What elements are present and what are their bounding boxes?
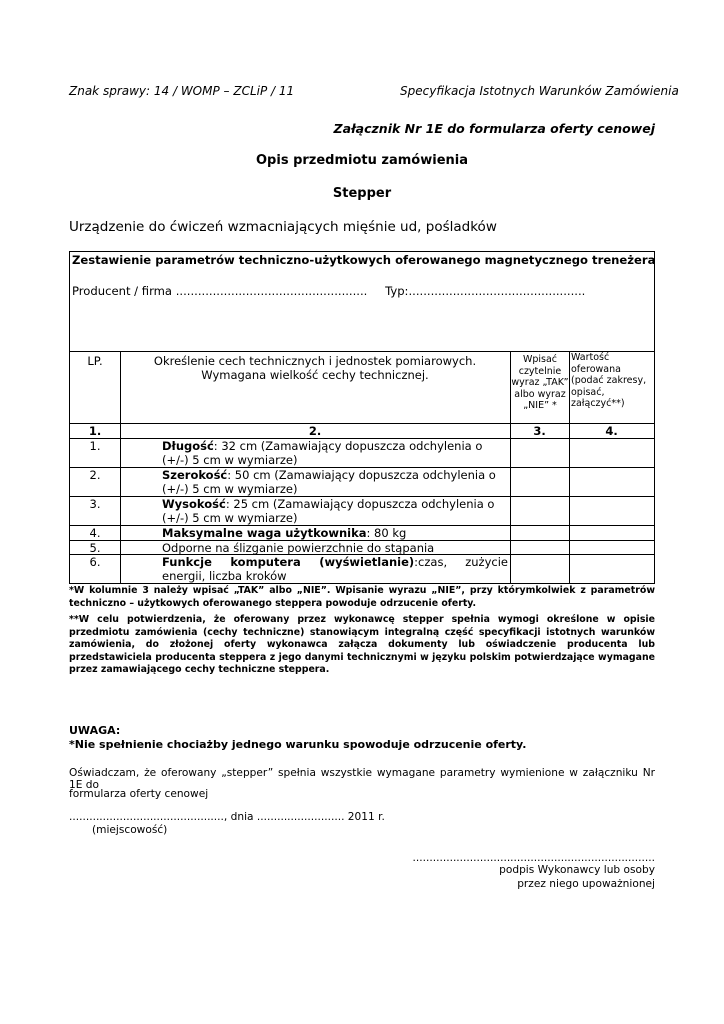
parameters-table: [69, 251, 655, 584]
table-row: Maksymalne waga użytkownika: 80 kg: [162, 526, 407, 540]
type-field: Typ:................................................: [385, 284, 586, 298]
table-row: Odporne na ślizganie powierzchnie do stąpania: [162, 541, 435, 555]
description-header: Określenie cech technicznych i jednostek pomiarowych. Wymagana wielkość cechy technicznej.: [153, 354, 477, 382]
warning-text: *Nie spełnienie chociażby jednego warunku spowoduje odrzucenie oferty.: [69, 738, 527, 751]
statement-line-2: formularza oferty cenowej: [69, 788, 209, 800]
attachment-title: Załącznik Nr 1E do formularza oferty cenowej: [333, 121, 655, 136]
device-description: Urządzenie do ćwiczeń wzmacniających mięśnie ud, pośladków: [69, 219, 497, 235]
case-number: Znak sprawy: 14 / WOMP – ZCLiP / 11: [69, 84, 295, 98]
signature-line: ........................................................................: [412, 852, 655, 864]
col-number-3: 3.: [533, 424, 546, 438]
page-subtitle: Stepper: [332, 186, 392, 201]
row-lp: 1.: [89, 439, 101, 453]
table-title: Zestawienie parametrów techniczno-użytkowych oferowanego magnetycznego treneżera: [72, 253, 656, 267]
col-number-2: 2.: [308, 424, 322, 438]
signature-label-1: podpis Wykonawcy lub osoby: [499, 864, 655, 876]
col4-header: Wartość oferowana (podać zakresy, opisać, załączyć**): [571, 352, 647, 409]
table-row: Szerokość: 50 cm (Zamawiający dopuszcza odchylenia o (+/-) 5 cm w wymiarze): [162, 468, 496, 496]
page-title: Opis przedmiotu zamówienia: [256, 153, 468, 168]
col-number-4: 4.: [605, 424, 618, 438]
lp-header: LP.: [87, 354, 103, 368]
place-date-line: .............................................., dnia .......................... 2011 r.: [69, 811, 385, 823]
row-lp: 2.: [89, 468, 101, 482]
note-confirmation: **W celu potwierdzenia, że oferowany przez wykonawcę stepper spełnia wymogi określone w opisie przedmiotu zamówienia (cechy techniczne) stanowiącym integralną część specyfikacji istotnych warunków zamówienia, do złożonej oferty wykonawca załącza dokumenty lub oświadczenie producenta lub przedstawiciela producenta steppera z jego danymi technicznymi w języku polskim potwierdzające wymagane przez zamawiającego cechy techniczne steppera.: [69, 614, 655, 675]
row-lp: 5.: [89, 541, 101, 555]
note-tak-nie: *W kolumnie 3 należy wpisać „TAK” albo „NIE”. Wpisanie wyrazu „NIE”, przy którymkolwiek z parametrów techniczno – użytkowych oferowanego steppera powoduje odrzucenie oferty.: [69, 585, 655, 609]
table-row: Wysokość: 25 cm (Zamawiający dopuszcza odchylenia o (+/-) 5 cm w wymiarze): [162, 497, 495, 525]
statement-line-1: Oświadczam, że oferowany „stepper” spełnia wszystkie wymagane parametry wymienione w załączniku Nr 1E do: [69, 767, 655, 791]
place-label: (miejscowość): [92, 824, 168, 836]
producer-field: Producent / firma ....................................................: [72, 284, 368, 298]
row-lp: 3.: [89, 497, 101, 511]
col3-header: Wpisać czytelnie wyraz „TAK” albo wyraz „NIE” *: [511, 354, 569, 411]
table-row: Długość: 32 cm (Zamawiający dopuszcza odchylenia o (+/-) 5 cm w wymiarze): [162, 439, 483, 467]
row-lp: 4.: [89, 526, 101, 540]
row-lp: 6.: [89, 555, 101, 569]
signature-label-2: przez niego upoważnionej: [517, 878, 655, 890]
spec-title: Specyfikacja Istotnych Warunków Zamówienia: [400, 84, 679, 98]
producer-line: [72, 284, 585, 298]
col-number-1: 1.: [88, 424, 102, 438]
warning-heading: UWAGA:: [69, 724, 121, 737]
table-row: Funkcje komputera (wyświetlanie):czas, zużycie energii, liczba kroków: [162, 555, 508, 583]
